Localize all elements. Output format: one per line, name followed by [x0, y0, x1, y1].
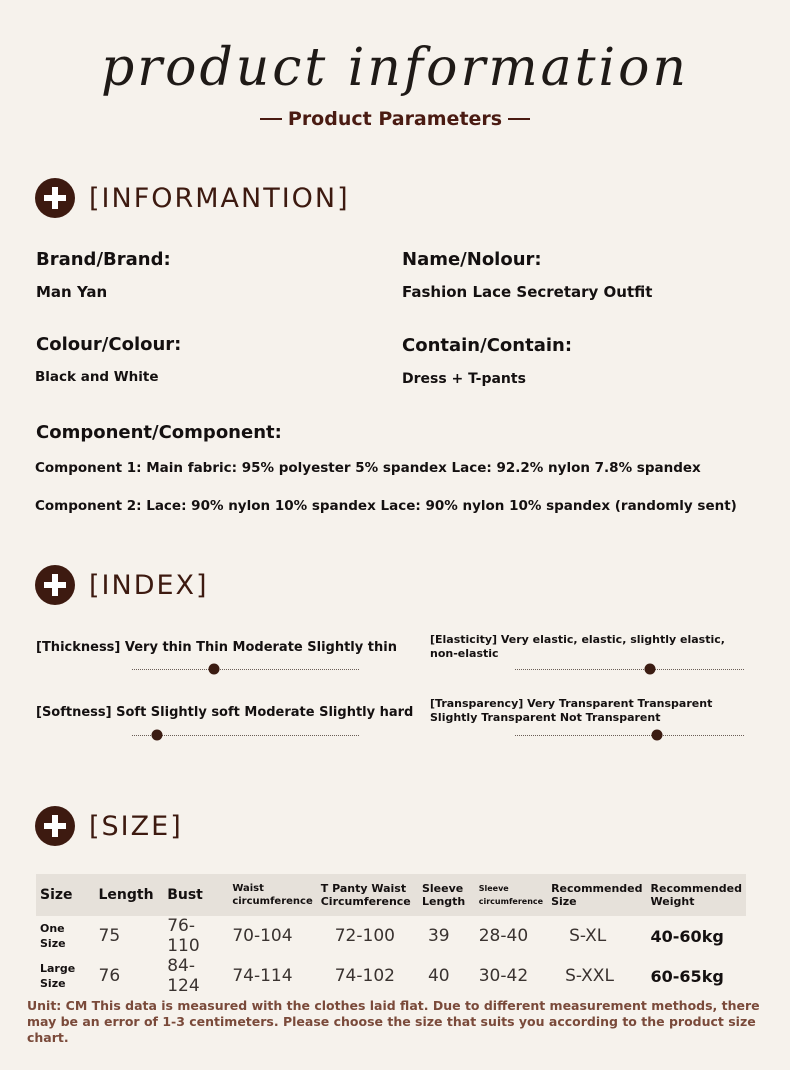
header-bust: Bust: [163, 874, 228, 916]
header-waist: Waist circumference: [228, 874, 316, 916]
row-size: Large Size: [40, 962, 76, 990]
row-length: 75: [98, 926, 121, 946]
table-row: [36, 916, 746, 956]
component-1: Component 1: Main fabric: 95% polyester 5% spandex Lace: 92.2% nylon 7.8% spandex: [35, 460, 701, 476]
subtitle-right-line: [508, 118, 530, 120]
contain-value: Dress + T-pants: [402, 371, 526, 387]
header-sleeve-circumference: Sleeve circumference: [475, 874, 547, 916]
row-recommended-size: S-XXL: [565, 966, 614, 986]
info-section-title: [INFORMANTION]: [89, 182, 350, 214]
transparency-knob: [651, 730, 662, 741]
table-row: [36, 956, 746, 996]
script-title: product information: [101, 38, 689, 98]
index-section-header: [35, 565, 209, 605]
row-sleeve-circumference: 28-40: [478, 926, 529, 946]
transparency-track: [515, 735, 744, 736]
component-label: Component/Component:: [36, 422, 282, 443]
header-recommended-size: Recommended Size: [547, 874, 646, 916]
row-sleeve-length: 40: [427, 966, 450, 986]
elasticity-text: [Elasticity] Very elastic, elastic, slightly elastic, non-elastic: [430, 633, 725, 660]
index-section-title: [INDEX]: [89, 569, 209, 601]
brand-value: Man Yan: [36, 283, 108, 301]
component-2: Component 2: Lace: 90% nylon 10% spandex Lace: 90% nylon 10% spandex (randomly sent): [35, 498, 737, 514]
row-t-panty-waist: 74-102: [334, 966, 395, 986]
size-table-header-row: [36, 874, 746, 916]
row-recommended-weight: 40-60kg: [650, 926, 724, 946]
thickness-track: [132, 669, 359, 670]
softness-knob: [151, 730, 162, 741]
size-table: [36, 874, 746, 996]
thickness-text: [Thickness] Very thin Thin Moderate Slightly thin: [36, 640, 397, 655]
softness-track: [132, 735, 359, 736]
row-sleeve-length: 39: [427, 926, 450, 946]
header-recommended-weight: Recommended Weight: [647, 874, 746, 916]
header-size: Size: [36, 874, 95, 916]
name-value: Fashion Lace Secretary Outfit: [402, 283, 653, 301]
name-label: Name/Nolour:: [402, 249, 542, 270]
thickness-knob: [208, 664, 219, 675]
elasticity-track: [515, 669, 744, 670]
row-size: One Size: [40, 922, 66, 950]
row-length: 76: [98, 966, 121, 986]
brand-label: Brand/Brand:: [36, 249, 171, 270]
info-section-header: [35, 178, 350, 218]
elasticity-knob: [645, 664, 656, 675]
row-waist: 70-104: [232, 926, 293, 946]
row-bust: 84-124: [167, 956, 200, 996]
header-t-panty-waist: T Panty Waist Circumference: [317, 874, 418, 916]
row-bust: 76-110: [167, 916, 200, 956]
transparency-text: [Transparency] Very Transparent Transparent Slightly Transparent Not Transparent: [430, 697, 713, 724]
header-length: Length: [95, 874, 164, 916]
plus-icon: [35, 806, 75, 846]
size-section-title: [SIZE]: [89, 810, 183, 842]
subtitle-left-line: [260, 118, 282, 120]
plus-icon: [35, 565, 75, 605]
softness-text: [Softness] Soft Slightly soft Moderate Slightly hard: [36, 705, 414, 720]
row-recommended-size: S-XL: [569, 926, 607, 946]
subtitle-wrap: [0, 108, 790, 130]
colour-value: Black and White: [35, 369, 159, 385]
colour-label: Colour/Colour:: [36, 334, 182, 355]
row-waist: 74-114: [232, 966, 293, 986]
subtitle: Product Parameters: [287, 108, 503, 130]
size-section-header: [35, 806, 183, 846]
row-t-panty-waist: 72-100: [334, 926, 395, 946]
size-note: Unit: CM This data is measured with the clothes laid flat. Due to different measurement methods, there may be an error of 1-3 centimeters. Please choose the size that suits you according to the product size chart.: [27, 998, 760, 1045]
plus-icon: [35, 178, 75, 218]
header-sleeve-length: Sleeve Length: [418, 874, 475, 916]
row-recommended-weight: 60-65kg: [650, 966, 724, 986]
row-sleeve-circumference: 30-42: [478, 966, 529, 986]
contain-label: Contain/Contain:: [402, 335, 573, 356]
